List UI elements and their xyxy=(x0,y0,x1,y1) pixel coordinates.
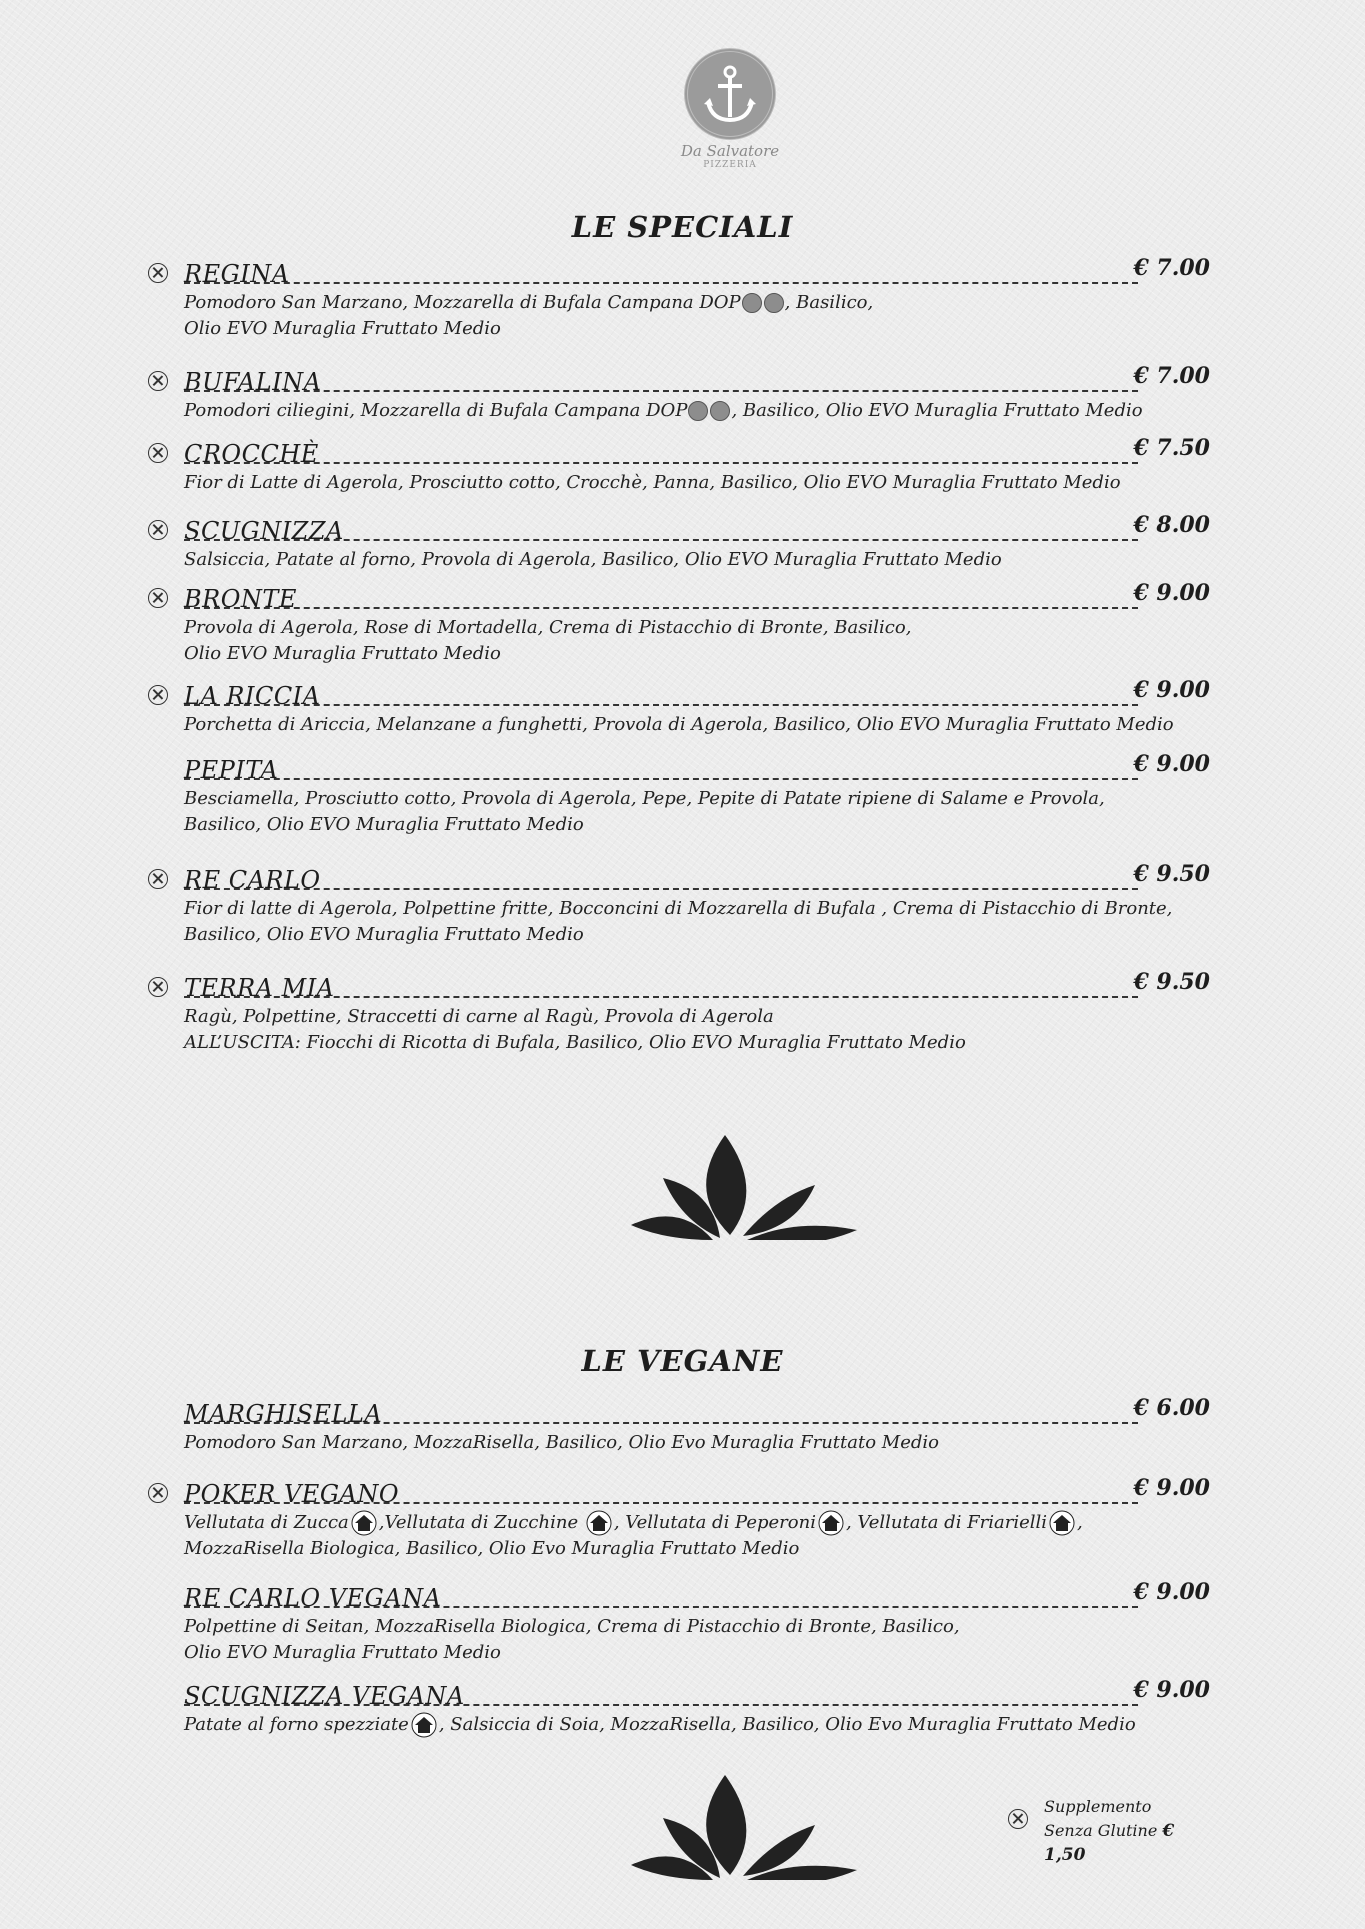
item-name: POKER VEGANO xyxy=(184,1480,400,1508)
restaurant-logo xyxy=(680,48,780,170)
item-description-line2: Basilico, Olio EVO Muraglia Fruttato Medio xyxy=(184,814,584,835)
item-description: Patate al forno spezziate , Salsiccia di Soia, MozzaRisella, Basilico, Olio Evo Muraglia Fruttato Medio xyxy=(184,1712,1210,1738)
section-title-vegane: LE VEGANE xyxy=(581,1344,784,1378)
homemade-icon xyxy=(586,1510,612,1536)
gluten-free-icon xyxy=(148,685,168,705)
item-price: € 8.00 xyxy=(1133,512,1210,538)
item-price: € 9.00 xyxy=(1133,677,1210,703)
gluten-free-icon xyxy=(148,869,168,889)
item-description: Provola di Agerola, Rose di Mortadella, Crema di Pistacchio di Bronte, Basilico, xyxy=(184,617,912,638)
leaf-ornament-icon xyxy=(625,1770,865,1880)
item-description: Fior di latte di Agerola, Polpettine fritte, Bocconcini di Mozzarella di Bufala , Crema di Pistacchio di Bronte, xyxy=(184,898,1173,919)
item-name: BRONTE xyxy=(184,585,297,613)
menu-item xyxy=(148,677,1210,738)
menu-item xyxy=(148,751,1210,838)
item-name: RE CARLO xyxy=(184,866,321,894)
item-price: € 9.00 xyxy=(1133,1475,1210,1501)
item-price: € 9.50 xyxy=(1133,969,1210,995)
menu-item xyxy=(148,861,1210,948)
item-price: € 7.50 xyxy=(1133,435,1210,461)
brand-sub: PIZZERIA xyxy=(703,160,757,170)
menu-item xyxy=(148,512,1210,573)
menu-item xyxy=(148,1395,1210,1456)
item-description: Fior di Latte di Agerola, Prosciutto cotto, Crocchè, Panna, Basilico, Olio EVO Muraglia Fruttato Medio xyxy=(184,472,1121,493)
item-description: Vellutata di Zucca ,Vellutata di Zucchine , Vellutata di Peperoni , Vellutata di Friarielli , xyxy=(184,1510,1210,1536)
menu-item xyxy=(148,363,1210,424)
menu-item xyxy=(148,435,1210,496)
gluten-free-icon xyxy=(148,977,168,997)
homemade-icon xyxy=(351,1510,377,1536)
item-name: MARGHISELLA xyxy=(184,1400,383,1428)
item-name: TERRA MIA xyxy=(184,974,335,1002)
item-name: SCUGNIZZA VEGANA xyxy=(184,1682,465,1710)
item-name: LA RICCIA xyxy=(184,682,321,710)
item-name: CROCCHÈ xyxy=(184,440,319,468)
menu-item xyxy=(148,1579,1210,1666)
item-name: PEPITA xyxy=(184,756,279,784)
item-description-line2: Olio EVO Muraglia Fruttato Medio xyxy=(184,643,501,664)
menu-item xyxy=(148,1677,1210,1738)
gluten-free-icon xyxy=(148,1483,168,1503)
item-description: Pomodori ciliegini, Mozzarella di Bufala Campana DOP , Basilico, Olio EVO Muraglia Fruttato Medio xyxy=(184,400,1143,421)
gluten-free-icon xyxy=(148,520,168,540)
item-description: Pomodoro San Marzano, Mozzarella di Bufala Campana DOP , Basilico, xyxy=(184,292,874,313)
homemade-icon xyxy=(411,1712,437,1738)
item-description: Ragù, Polpettine, Straccetti di carne al Ragù, Provola di Agerola xyxy=(184,1006,774,1027)
menu-item xyxy=(148,969,1210,1056)
brand-name: Da Salvatore xyxy=(680,142,780,160)
leaf-ornament-icon xyxy=(625,1130,865,1240)
item-description-line2: Olio EVO Muraglia Fruttato Medio xyxy=(184,318,501,339)
item-description: Porchetta di Ariccia, Melanzane a funghetti, Provola di Agerola, Basilico, Olio EVO Muraglia Fruttato Medio xyxy=(184,714,1174,735)
menu-item xyxy=(148,580,1210,667)
gluten-free-icon xyxy=(148,371,168,391)
item-description-line2: MozzaRisella Biologica, Basilico, Olio Evo Muraglia Fruttato Medio xyxy=(184,1538,800,1559)
gluten-free-icon xyxy=(148,263,168,283)
item-price: € 7.00 xyxy=(1133,255,1210,281)
item-price: € 9.00 xyxy=(1133,580,1210,606)
gluten-free-icon xyxy=(148,443,168,463)
item-name: RE CARLO VEGANA xyxy=(184,1584,442,1612)
dop-seal-icon xyxy=(688,401,708,421)
supplement-label: Supplemento xyxy=(1044,1797,1152,1816)
homemade-icon xyxy=(1049,1510,1075,1536)
item-description: Salsiccia, Patate al forno, Provola di Agerola, Basilico, Olio EVO Muraglia Fruttato Medio xyxy=(184,549,1002,570)
anchor-icon xyxy=(684,48,776,140)
item-description-line2: Basilico, Olio EVO Muraglia Fruttato Medio xyxy=(184,924,584,945)
item-name: BUFALINA xyxy=(184,368,322,396)
item-description-line2: ALL’USCITA: Fiocchi di Ricotta di Bufala, Basilico, Olio EVO Muraglia Fruttato Medio xyxy=(184,1032,966,1053)
item-price: € 9.00 xyxy=(1133,1579,1210,1605)
item-price: € 9.00 xyxy=(1133,1677,1210,1703)
item-price: € 6.00 xyxy=(1133,1395,1210,1421)
dop-seal-icon xyxy=(742,293,762,313)
certification-seal-icon xyxy=(710,401,730,421)
gluten-free-icon xyxy=(148,588,168,608)
item-description-line2: Olio EVO Muraglia Fruttato Medio xyxy=(184,1642,501,1663)
item-price: € 7.00 xyxy=(1133,363,1210,389)
gluten-free-icon xyxy=(1008,1809,1028,1829)
homemade-icon xyxy=(818,1510,844,1536)
item-description: Besciamella, Prosciutto cotto, Provola di Agerola, Pepe, Pepite di Patate ripiene di Salame e Provola, xyxy=(184,788,1105,809)
item-name: SCUGNIZZA xyxy=(184,517,344,545)
certification-seal-icon xyxy=(764,293,784,313)
supplement-sub: Senza Glutine xyxy=(1044,1821,1158,1840)
item-name: REGINA xyxy=(184,260,290,288)
supplement-price: € 1,50 xyxy=(1044,1821,1175,1865)
item-price: € 9.00 xyxy=(1133,751,1210,777)
item-description: Pomodoro San Marzano, MozzaRisella, Basilico, Olio Evo Muraglia Fruttato Medio xyxy=(184,1432,939,1453)
menu-item xyxy=(148,255,1210,342)
menu-item xyxy=(148,1475,1210,1562)
item-price: € 9.50 xyxy=(1133,861,1210,887)
section-title-speciali: LE SPECIALI xyxy=(571,210,794,244)
item-description: Polpettine di Seitan, MozzaRisella Biologica, Crema di Pistacchio di Bronte, Basilico, xyxy=(184,1616,960,1637)
